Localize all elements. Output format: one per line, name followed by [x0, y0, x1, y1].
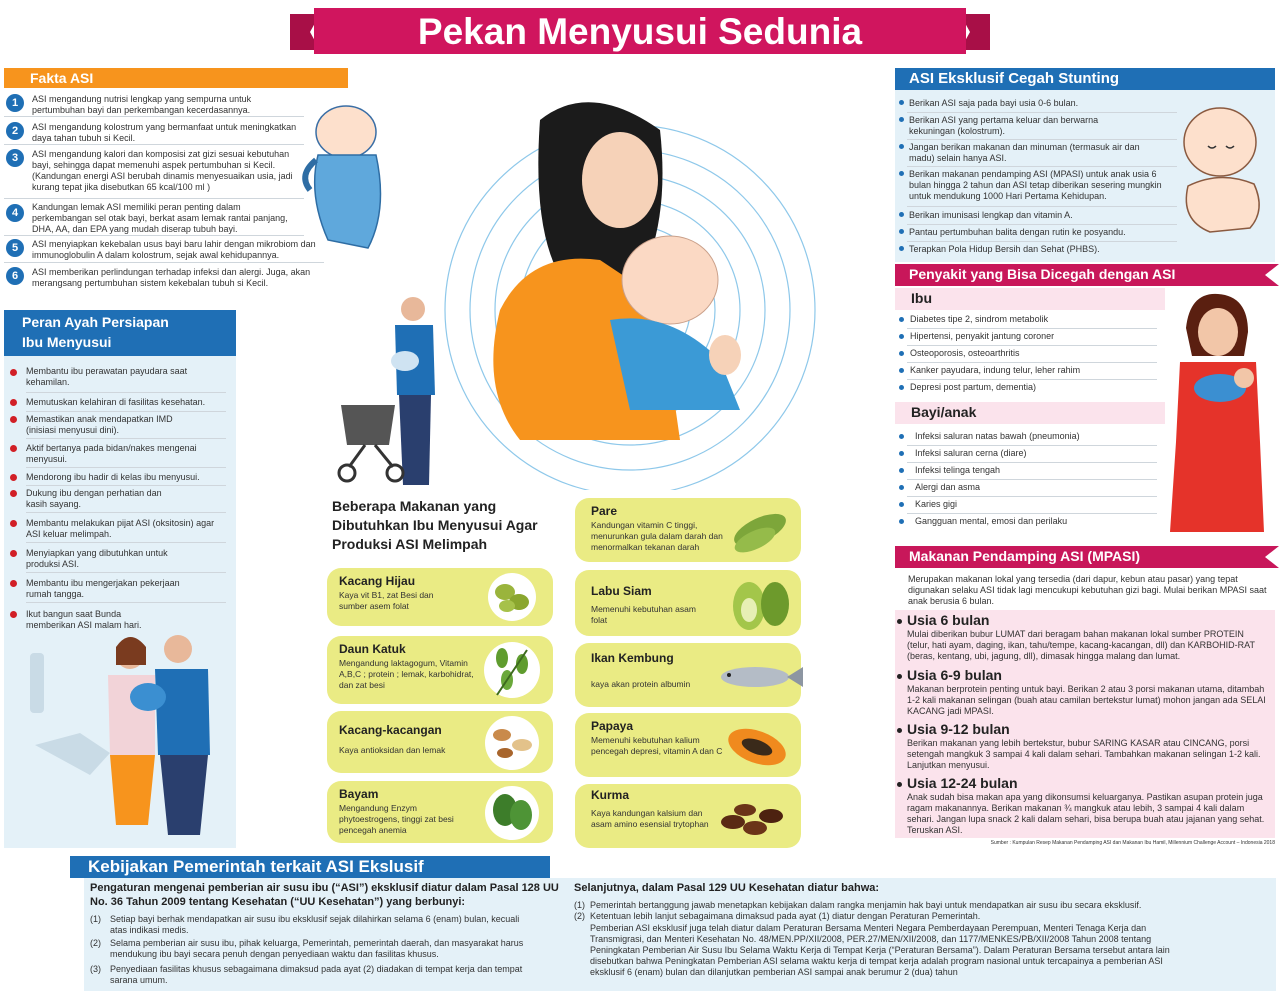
baby-sitting-illustration: [1170, 100, 1274, 240]
fakta-text: ASI mengandung kalori dan komposisi zat gizi sesuai kebutuhan bayi, sehingga dapat memenuhi aspek pertumbuhan si Kecil. (Kandungan energi ASI berubah dinamis menyesuaikan usia, jadi kurang tepat jika disebutkan 65 kcal/100 ml ): [32, 149, 293, 192]
fakta-text: Kandungan lemak ASI memiliki peran penting dalam perkembangan sel otak bayi, berkat asam lemak rantai panjang, DHA, AA, dan EPA yang mudah diserap tubuh bayi.: [32, 202, 288, 234]
mpasi-stage: Usia 12-24 bulan Anak sudah bisa makan apa yang dikonsumsi keluarganya. Pastikan asupan protein juga ragam makanannya. Berikan makanan ¾ mangkuk atau lebih, 3 sampai 4 kali dalam sehari. Jangan lupa snack 2 kali dalam sehari, bisa berupa buah atau jajanan yang sehat. Teruskan ASI.: [895, 775, 1275, 837]
kebijakan-left-list: (1) Setiap bayi berhak mendapatkan air susu ibu eksklusif sejak dilahirkan selama 6 (enam) bulan, kecuali atas indikasi medis. (2) Selama pemberian air susu ibu, pihak keluarga, Pemerintah, pemerintah daerah, dan masyarakat harus mendukung ibu bayi secara penuh dengan penyediaan waktu dan fasilitas khusus. (3) Penyediaan fasilitas khusus sebagaimana dimaksud pada ayat (2) diadakan di tempat kerja dan tempat sarana umum.: [90, 914, 524, 985]
spinach-icon: [477, 785, 547, 841]
bayi-list: Infeksi saluran natas bawah (pneumonia) Infeksi saluran cerna (diare) Infeksi telinga tengah Alergi dan asma Karies gigi Gangguan mental, emosi dan perilaku: [895, 429, 1165, 529]
food-card-pare: Pare Kandungan vitamin C tinggi, menurunkan gula dalam darah dan menormalkan tekanan darah: [575, 498, 801, 562]
kebijakan-right-list: (1) Pemerintah bertanggung jawab menetapkan kebijakan dalam rangka menjamin hak bayi untuk mendapatkan air susu ibu secara eksklusif. (2) Ketentuan lebih lanjut sebagaimana dimaksud pada ayat (1) diatur dengan Peraturan Pemerintah. Pemberian ASI eksklusif juga telah diatur dalam Peraturan Bersama Menteri Negara Pemberdayaan Perempuan, Menteri Tenaga Kerja dan Transmigrasi, dan Menteri Kesehatan No. 48/MEN.PP/XII/2008, PER.27/MEN/XII/2008, dan 1177/MENKES/PB/XII/2008 Tahun 2008 tentang Peningkatan Pemberian Air Susu Ibu Selama Waktu Kerja di Tempat Kerja (“Peraturan Bersama”). Dalam Peraturan Bersama tersebut antara lain disebutkan bahwa Peningkatan Pemberian ASI selama waktu kerja di tempat kerja adalah program nasional untuk tercapainya a pemberian ASI eksklusif 6 (enam) bulan dan dilanjutkan pemberian ASI sampai anak berumur 2 (dua) tahun: [574, 900, 1170, 977]
food-card-kacang-kacangan: Kacang-kacangan Kaya antioksidan dan lemak: [327, 711, 553, 773]
bayi-heading-bar: [895, 402, 1165, 424]
mpasi-stage: Usia 9-12 bulan Berikan makanan yang lebih bertekstur, bubur SARING KASAR atau CINCANG, porsi setengah mangkuk 3 sampai 4 kali dalam sehari. Tambahkan makanan selingan 1-2 kali. Lanjutkan menyusui.: [895, 721, 1275, 773]
ayah-list: Membantu ibu perawatan payudara saat kehamilan. Memutuskan kelahiran di fasilitas kesehatan. Memastikan anak mendapatkan IMD (inisiasi menyusui dini). Aktif bertanya pada bidan/nakes mengenai menyusui. Mendorong ibu hadir di kelas ibu menyusui. Dukung ibu dengan perhatian dan kasih sayang. Membantu melakukan pijat ASI (oksitosin) agar ASI keluar melimpah. Menyiapkan yang dibutuhkan untuk produksi ASI. Membantu ibu mengerjakan pekerjaan rumah tangga. Ikut bangun saat Bunda memberikan ASI malam hari.: [4, 366, 236, 656]
food-card-labu-siam: Labu Siam Memenuhi kebutuhan asam folat: [575, 570, 801, 636]
bitter-gourd-icon: [725, 502, 795, 560]
leaf-icon: [477, 640, 547, 700]
food-card-kacang-hijau: Kacang Hijau Kaya vit B1, zat Besi dan sumber asem folat: [327, 568, 553, 626]
stunting-heading: ASI Eksklusif Cegah Stunting: [909, 70, 1120, 87]
mpasi-heading-tail: [1235, 546, 1279, 568]
ibu-heading: Ibu: [911, 290, 932, 306]
nuts-icon: [477, 715, 547, 771]
ayah-heading-bar: [4, 310, 236, 356]
penyakit-heading: Penyakit yang Bisa Dicegah dengan ASI: [909, 266, 1176, 282]
food-card-papaya: Papaya Memenuhi kebutuhan kalium pencegah depresi, vitamin A dan C: [575, 713, 801, 777]
number-badge: 1: [6, 94, 24, 112]
chayote-icon: [725, 574, 795, 634]
food-card-daun-katuk: Daun Katuk Mengandung laktagogum, Vitamin A,B,C ; protein ; lemak, karbohidrat, dan zat besi: [327, 636, 553, 704]
fish-icon: [715, 647, 805, 705]
mpasi-stage: Usia 6 bulan Mulai diberikan bubur LUMAT dari beragam bahan makanan lokal sumber PROTEIN (telur, hati ayam, daging, ikan, tahu/tempe, kacang-kacangan, dll) dan KARBOHID-RAT (beras, kentang, ubi, jagung, dll), dimasak hingga malang dan lumat.: [895, 612, 1275, 664]
food-card-kurma: Kurma Kaya kandungan kalsium dan asam amino esensial trytophan: [575, 784, 801, 848]
number-badge: 3: [6, 149, 24, 167]
fakta-text: ASI memberikan perlindungan terhadap infeksi dan alergi. Juga, akan merangsang pertumbuhan sistem kekebalan tubuh si Kecil.: [32, 267, 311, 288]
kebijakan-heading: Kebijakan Pemerintah terkait ASI Ekslusif: [88, 857, 424, 876]
food-card-bayam: Bayam Mengandung Enzym phytoestrogens, tinggi zat besi pencegah anemia: [327, 781, 553, 843]
fakta-text: ASI mengandung kolostrum yang bermanfaat untuk meningkatkan daya tahan tubuh si Kecil.: [32, 122, 297, 143]
fakta-text: ASI mengandung nutrisi lengkap yang sempurna untuk pertumbuhan bayi dan perkembangan kecerdasannya.: [32, 94, 252, 115]
ibu-heading-bar: [895, 288, 1165, 310]
fakta-list: [4, 92, 344, 302]
number-badge: 2: [6, 122, 24, 140]
mpasi-source: Sumber : Kumpulan Resep Makanan Pendamping ASI dan Makanan Ibu Hamil, Millennium Challenge Account – Indonesia 2018: [990, 840, 1275, 846]
mpasi-stage: Usia 6-9 bulan Makanan berprotein penting untuk bayi. Berikan 2 atau 3 porsi makanan utama, ditambah 1-2 kali makanan selingan (buah atau camilan bertekstur lumat) mohon jangan ada SELAI KACANG jadi MPASI.: [895, 667, 1275, 719]
makanan-heading: Beberapa Makanan yang Dibutuhkan Ibu Menyusui Agar Produksi ASI Melimpah: [332, 498, 538, 552]
kebijakan-heading-bar: [70, 856, 550, 878]
mother-holding-baby-illustration: [1160, 292, 1275, 540]
page-title: Pekan Menyusui Sedunia: [417, 11, 863, 52]
title-banner: [290, 6, 990, 58]
number-badge: 4: [6, 204, 24, 222]
fakta-heading: Fakta ASI: [30, 70, 94, 86]
penyakit-heading-bar: [895, 264, 1235, 286]
fakta-heading-bar: [4, 68, 348, 88]
kebijakan-right-intro: Selanjutnya, dalam Pasal 129 UU Kesehatan diatur bahwa:: [574, 882, 880, 894]
stunting-heading-bar: [895, 68, 1275, 90]
number-badge: 6: [6, 267, 24, 285]
mpasi-heading-bar: [895, 546, 1235, 568]
kebijakan-right-paragraph: Pemberian ASI eksklusif juga telah diatur dalam Peraturan Bersama Menteri Negara Pemberdayaan Perempuan, Menteri Tenaga Kerja dan Transmigrasi, dan Menteri Kesehatan No. 48/MEN.PP/XII/2008, PER.27/MEN/XII/2008, dan 1177/MENKES/PB/XII/2008 Tahun 2008 tentang Peningkatan Pemberian Air Susu Ibu Selama Waktu Kerja di Tempat Kerja (“Peraturan Bersama”). Dalam Peraturan Bersama tersebut antara lain disebutkan bahwa Peningkatan Pemberian ASI selama waktu kerja di tempat kerja adalah program nasional untuk tercapainya a pemberian ASI eksklusif 6 (enam) bulan dan dilanjutkan pemberian ASI sampai anak berumur 2 (dua) tahun: [590, 923, 1170, 977]
food-card-ikan-kembung: Ikan Kembung kaya akan protein albumin: [575, 643, 801, 707]
number-badge: 5: [6, 239, 24, 257]
mpasi-intro: Merupakan makanan lokal yang tersedia (dari dapur, kebun atau pasar) yang tepat digunakan selaku ASI tidak lagi mencukupi kebutuhan gizi bagi. Mulai berikan MPASI saat anak berusia 6 bulan.: [908, 574, 1267, 606]
ayah-heading-2: Ibu Menyusui: [22, 334, 112, 350]
stunting-list: Berikan ASI saja pada bayi usia 0-6 bulan. Berikan ASI yang pertama keluar dan berwarna kekuningan (kolostrum). Jangan berikan makanan dan minuman (termasuk air dan madu) selain hanya ASI. Berikan makanan pendamping ASI (MPASI) untuk anak usia 6 bulan hingga 2 tahun dan ASI tetap diberikan sesering mungkin untuk mendukung 1000 Hari Pertama Kehidupan. Berikan imunisasi lengkap dan vitamin A. Pantau pertumbuhan balita dengan rutin ke posyandu. Terapkan Pola Hidup Bersih dan Sehat (PHBS).: [895, 96, 1195, 258]
family-illustration: [30, 625, 230, 845]
father-stroller-illustration: [335, 295, 455, 495]
bayi-heading: Bayi/anak: [911, 404, 977, 420]
dates-icon: [711, 788, 795, 846]
penyakit-heading-tail: [1235, 264, 1279, 286]
ayah-heading-1: Peran Ayah Persiapan: [22, 314, 169, 330]
mpasi-heading: Makanan Pendamping ASI (MPASI): [909, 548, 1141, 564]
fakta-text: ASI menyiapkan kekebalan usus bayi baru lahir dengan mikrobiom dan immunoglobulin A dalam kolostrum, sejak awal kehidupannya.: [32, 239, 316, 260]
papaya-icon: [725, 717, 795, 775]
ibu-list: Diabetes tipe 2, sindrom metabolik Hipertensi, penyakit jantung coroner Osteoporosis, osteoarthritis Kanker payudara, indung telur, leher rahim Depresi post partum, dementia): [895, 312, 1165, 396]
kebijakan-left-intro: Pengaturan mengenai pemberian air susu ibu (“ASI”) eksklusif diatur dalam Pasal 128 UU No. 36 Tahun 2009 tentang Kesehatan (“UU Kesehatan”) yang berbunyi:: [90, 882, 559, 908]
mung-bean-icon: [477, 572, 547, 622]
